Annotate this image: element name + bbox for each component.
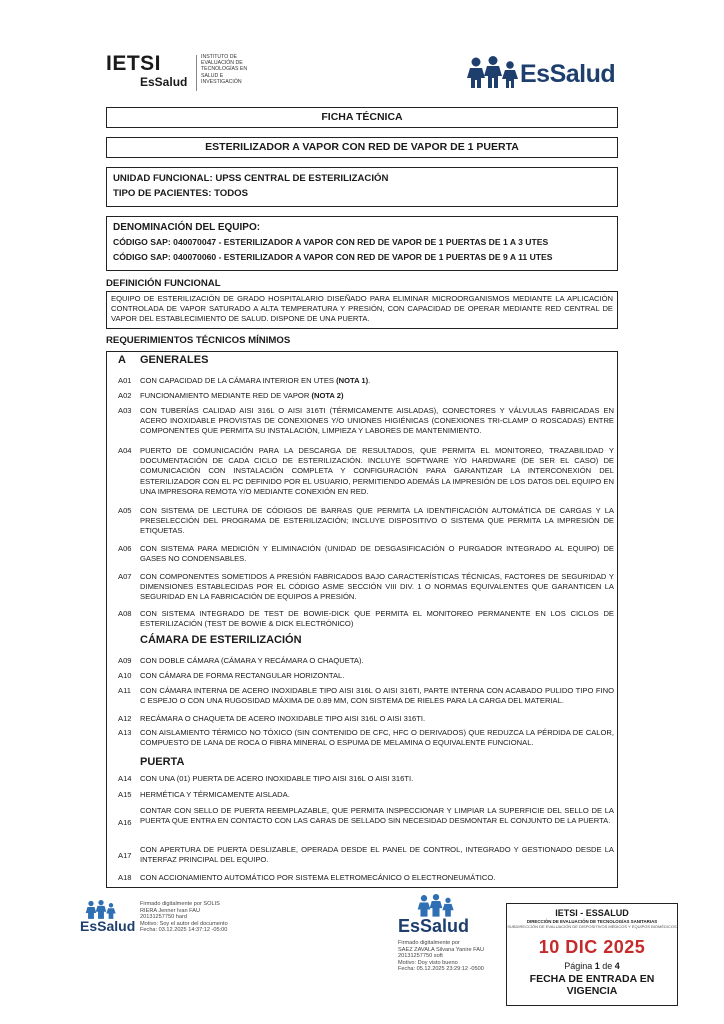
signature-left: Firmado digitalmente por SOLIS RIERA Jenner Ivan FAU 20131257750 hard Motivo: Soy el autor del documento Fecha: 03.12.2025 14:37:12 -05:00 <box>140 901 228 934</box>
family-icon <box>84 900 118 920</box>
section-generales: GENERALES <box>140 354 209 366</box>
footer-logo-left <box>80 900 140 936</box>
family-icon <box>466 56 520 90</box>
unit-info-box <box>106 167 618 207</box>
unidad-funcional: UNIDAD FUNCIONAL: UPSS CENTRAL DE ESTERILIZACIÓN <box>113 173 389 184</box>
ietsi-logo-word: IETSI <box>106 52 162 75</box>
codigo-sap-2: CÓDIGO SAP: 040070060 - ESTERILIZADOR A VAPOR CON RED DE VAPOR DE 1 PUERTAS DE 9 A 11 UTES <box>113 252 553 262</box>
codigo-sap-1: CÓDIGO SAP: 040070047 - ESTERILIZADOR A VAPOR CON RED DE VAPOR DE 1 PUERTAS DE 1 A 3 UTES <box>113 237 549 247</box>
section-puerta: PUERTA <box>140 756 185 768</box>
denominacion-box <box>106 216 618 271</box>
section-camara: CÁMARA DE ESTERILIZACIÓN <box>140 634 302 646</box>
ietsi-logo-institution: INSTITUTO DE EVALUACIÓN DE TECNOLOGÍAS EN SALUD E INVESTIGACIÓN <box>201 54 248 85</box>
tipo-pacientes: TIPO DE PACIENTES: TODOS <box>113 188 249 199</box>
ietsi-logo-sub: EsSalud <box>140 75 188 89</box>
section-letter: A <box>118 354 126 366</box>
signature-center: Firmado digitalmente por SAEZ ZAVALA Silvana Yanire FAU 20131257750 soft Motivo: Doy visto bueno Fecha: 05.12.2025 23:29:12 -0500 <box>398 940 485 973</box>
family-icon <box>416 894 456 918</box>
ietsi-logo-divider <box>196 55 197 91</box>
stamp-subdirection: SUBDIRECCIÓN DE EVALUACIÓN DE DISPOSITIVOS MÉDICOS Y EQUIPOS BIOMÉDICOS <box>507 924 677 930</box>
essalud-logo-word: EsSalud <box>520 60 616 88</box>
requerimientos-label: REQUERIMIENTOS TÉCNICOS MÍNIMOS <box>106 335 291 346</box>
stamp-date: 10 DIC 2025 <box>538 937 646 958</box>
validity-stamp <box>506 903 678 1006</box>
denominacion-label: DENOMINACIÓN DEL EQUIPO: <box>113 222 261 233</box>
definicion-text: EQUIPO DE ESTERILIZACIÓN DE GRADO HOSPITALARIO DISEÑADO PARA ELIMINAR MICROORGANISMOS MEDIANTE LA APLICACIÓN CONTROLADA DE VAPOR SATURADO A ALTA TEMPERATURA Y PRESIÓN, CON CAPACIDAD DE OPERAR MEDIANTE RED CENTRAL DE VAPOR DEL ESTABLECIMIENTO DE SALUD. DISPONE DE UNA PUERTA. <box>106 291 618 329</box>
stamp-direction: DIRECCIÓN DE EVALUACIÓN DE TECNOLOGÍAS SANITARIAS <box>526 919 658 924</box>
document-title: FICHA TÉCNICA <box>106 107 618 128</box>
document-subtitle: ESTERILIZADOR A VAPOR CON RED DE VAPOR DE 1 PUERTA <box>106 137 618 158</box>
stamp-org: IETSI - ESSALUD <box>555 908 629 918</box>
stamp-status: FECHA DE ENTRADA EN VIGENCIA <box>529 973 655 998</box>
footer-logo-center-word: EsSalud <box>398 916 470 936</box>
ietsi-logo <box>106 52 266 96</box>
footer-logo-center <box>398 894 478 944</box>
stamp-page: Página 1 de 4 <box>564 961 620 972</box>
definicion-label: DEFINICIÓN FUNCIONAL <box>106 278 221 289</box>
footer-logo-left-word: EsSalud <box>80 918 136 934</box>
essalud-logo <box>466 54 626 94</box>
